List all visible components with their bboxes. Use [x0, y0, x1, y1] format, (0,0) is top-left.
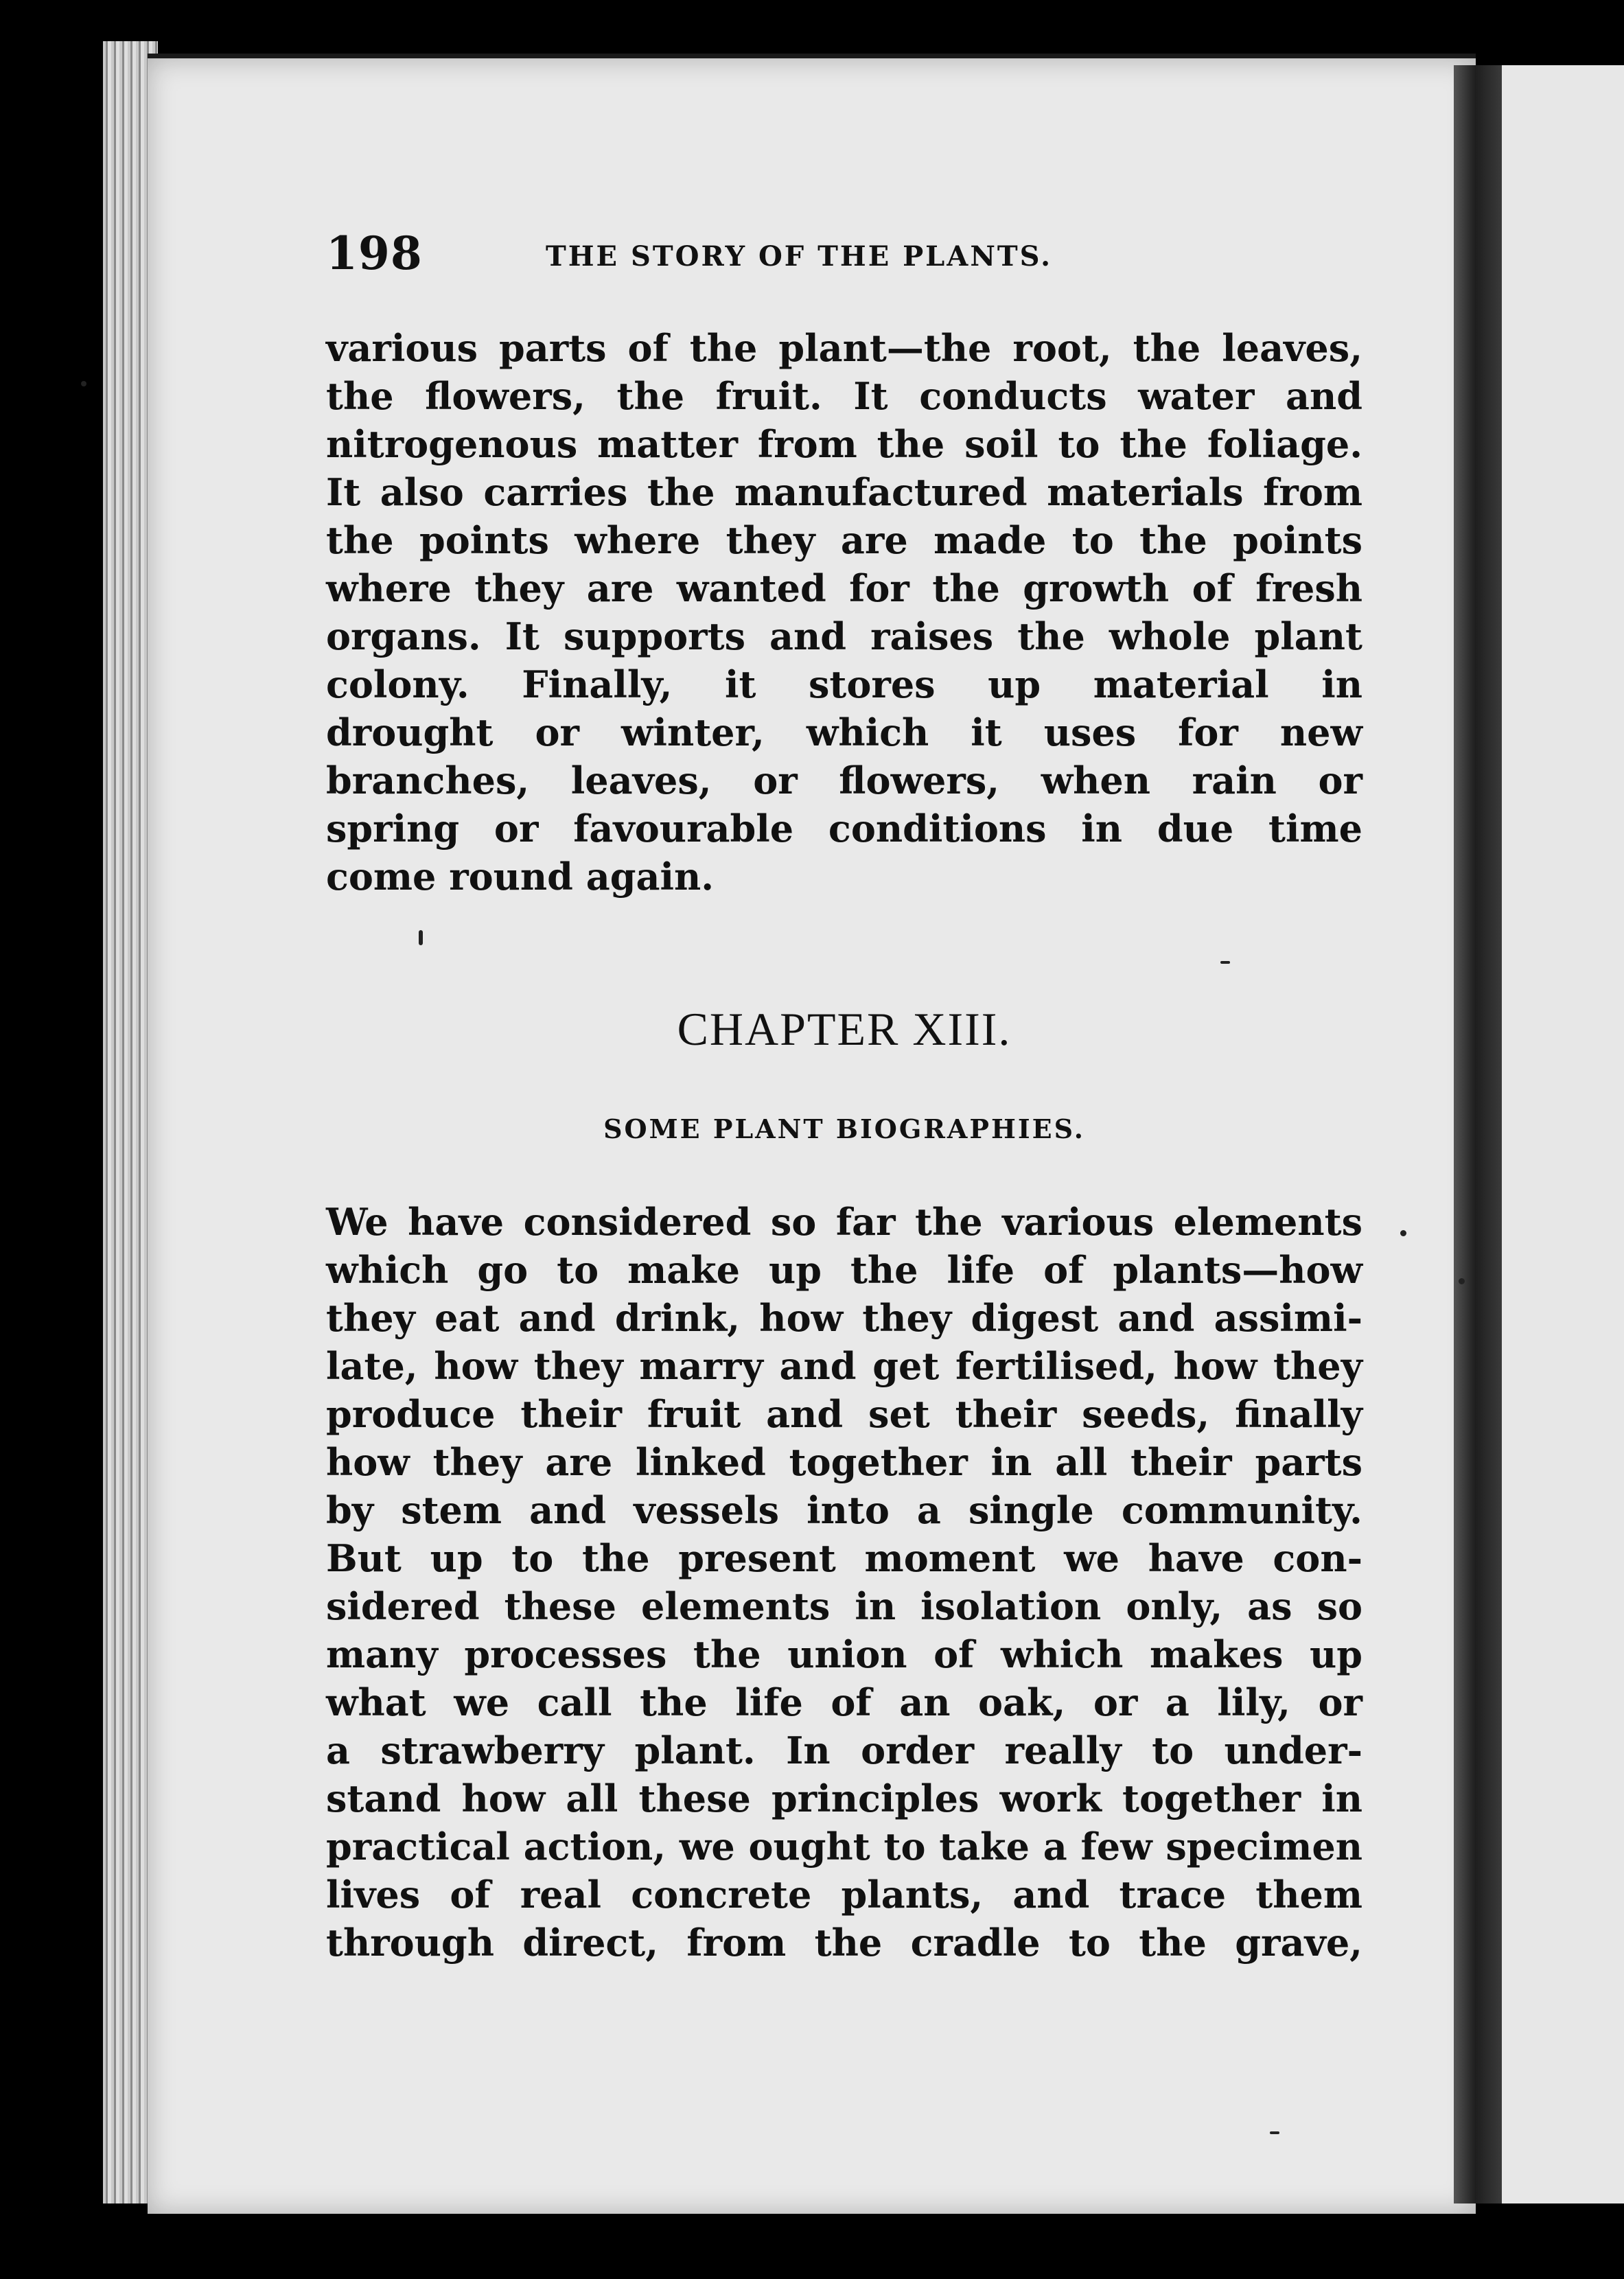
- text-line: what we call the life of an oak, or a lily, or: [326, 1680, 1362, 1724]
- scan-speck: [81, 381, 86, 386]
- text-line: where they are wanted for the growth of fresh: [326, 566, 1362, 610]
- page-number: 198: [326, 227, 423, 280]
- text-line: We have considered so far the various elements: [326, 1200, 1362, 1244]
- text-line: sidered these elements in isolation only, as so: [326, 1584, 1362, 1628]
- text-line: lives of real concrete plants, and trace them: [326, 1873, 1362, 1917]
- scan-speck: [1459, 1278, 1465, 1284]
- text-line: they eat and drink, how they digest and assimi-: [326, 1296, 1362, 1340]
- text-line: by stem and vessels into a single community.: [326, 1488, 1362, 1532]
- text-line: come round again.: [326, 855, 715, 899]
- text-line: It also carries the manufactured materials from: [326, 470, 1362, 514]
- scan-speck: [1400, 1230, 1406, 1236]
- text-line: various parts of the plant—the root, the leaves,: [326, 326, 1362, 370]
- text-line: which go to make up the life of plants—how: [326, 1248, 1362, 1292]
- text-line: practical action, we ought to take a few specimen: [326, 1825, 1362, 1869]
- text-line: drought or winter, which it uses for new: [326, 710, 1362, 754]
- paragraph-2: [326, 1198, 1362, 1967]
- page-header: [326, 227, 1369, 281]
- chapter-subtitle: SOME PLANT BIOGRAPHIES.: [603, 1113, 1085, 1144]
- text-line: stand how all these principles work together in: [326, 1777, 1362, 1820]
- running-head: THE STORY OF THE PLANTS.: [546, 240, 1053, 273]
- text-line: produce their fruit and set their seeds, finally: [326, 1392, 1362, 1436]
- chapter-heading: CHAPTER XIII.: [677, 1003, 1012, 1055]
- text-line: the flowers, the fruit. It conducts water and: [326, 374, 1362, 418]
- text-line: nitrogenous matter from the soil to the foliage.: [326, 422, 1362, 466]
- text-line: how they are linked together in all their parts: [326, 1440, 1362, 1484]
- text-line: But up to the present moment we have con-: [326, 1536, 1362, 1580]
- scan-speck: [419, 930, 423, 945]
- scan-speck: [1270, 2131, 1279, 2134]
- text-line: branches, leaves, or flowers, when rain or: [326, 759, 1362, 802]
- text-line: the points where they are made to the points: [326, 518, 1362, 562]
- text-line: organs. It supports and raises the whole plant: [326, 614, 1362, 658]
- text-line: through direct, from the cradle to the grave,: [326, 1921, 1362, 1965]
- text-line: spring or favourable conditions in due time: [326, 807, 1362, 851]
- text-line: colony. Finally, it stores up material in: [326, 662, 1362, 706]
- text-line: late, how they marry and get fertilised, how they: [326, 1344, 1362, 1388]
- paragraph-1: [326, 324, 1362, 901]
- text-line: many processes the union of which makes up: [326, 1632, 1362, 1676]
- text-line: a strawberry plant. In order really to under-: [326, 1728, 1362, 1772]
- book-gutter: [1454, 65, 1502, 2203]
- scan-speck: [1220, 961, 1230, 964]
- facing-page-edge: [1502, 65, 1624, 2203]
